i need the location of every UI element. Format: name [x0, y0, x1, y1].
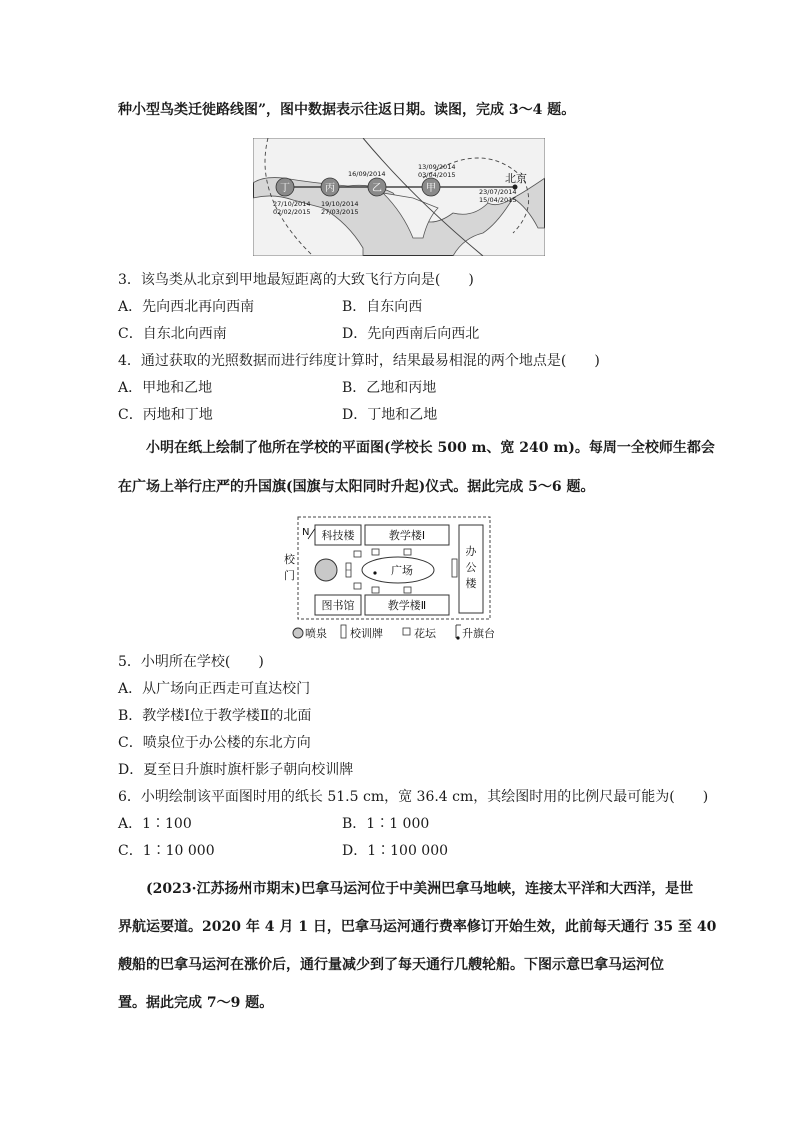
flowerbed-4 [404, 549, 411, 555]
flag-platform [373, 571, 376, 574]
q3-option-d: D．先向西南后向西北 [342, 326, 480, 342]
legend-flag: 升旗台 [462, 627, 495, 640]
q3-option-b: B．自东向西 [342, 299, 423, 315]
legend-flowerbed-icon [403, 628, 410, 635]
date-yi-1: 16/09/2014 [348, 170, 386, 178]
label-keji: 科技楼 [321, 529, 355, 542]
q5-option-c: C．喷泉位于办公楼的东北方向 [118, 735, 311, 751]
q6-option-d: D．1∶100 000 [342, 843, 449, 859]
q4-option-d: D．丁地和乙地 [342, 407, 438, 423]
label-ding: 丁 [280, 183, 290, 194]
date-bj-1: 23/07/2014 [479, 188, 517, 196]
label-bangong-1: 办 [465, 545, 477, 558]
q6-stem: 6．小明绘制该平面图时用的纸长 51.5 cm，宽 36.4 cm，其绘图时用的比例尺最可能为( ) [118, 789, 709, 805]
date-jia-1: 13/09/2014 [418, 163, 456, 171]
q6-option-a: A．1∶100 [118, 816, 192, 832]
label-bangong-3: 楼 [465, 577, 477, 590]
q6-option-b: B．1∶1 000 [342, 816, 430, 832]
label-tushuguan: 图书馆 [321, 599, 355, 612]
para3-line1: (2023·江苏扬州市期末)巴拿马运河位于中美洲巴拿马地峡，连接太平洋和大西洋，是世 [146, 881, 694, 897]
para2-line1: 小明在纸上绘制了他所在学校的平面图(学校长 500 m、宽 240 m)。每周一全校师生都会 [146, 440, 715, 456]
label-jiaoxue2: 教学楼Ⅱ [387, 599, 427, 612]
label-jia: 甲 [426, 183, 436, 194]
flowerbed-3 [372, 549, 379, 555]
q4-stem: 4．通过获取的光照数据而进行纬度计算时，结果最易相混的两个地点是( ) [118, 353, 600, 369]
label-bangong-2: 公 [465, 561, 477, 574]
date-bing-2: 27/03/2015 [321, 208, 359, 216]
q3-stem: 3．该鸟类从北京到甲地最短距离的大致飞行方向是( ) [118, 272, 474, 288]
q5-stem: 5．小明所在学校( ) [118, 654, 264, 670]
label-xiaomen-1: 校 [284, 553, 295, 566]
flowerbed-1 [354, 551, 361, 557]
fountain [315, 559, 337, 581]
label-bing: 丙 [325, 183, 335, 194]
q6-option-c: C．1∶10 000 [118, 843, 215, 859]
label-jiaoxue1: 教学楼Ⅰ [388, 529, 426, 542]
date-ding-2: 02/02/2015 [273, 208, 311, 216]
date-ding-1: 27/10/2014 [273, 200, 311, 208]
para3-line4: 置。据此完成 7～9 题。 [118, 995, 274, 1011]
legend-motto: 校训牌 [350, 627, 383, 640]
q5-option-b: B．教学楼Ⅰ位于教学楼Ⅱ的北面 [118, 708, 312, 724]
label-xiaomen-2: 门 [284, 569, 295, 582]
legend-flowerbed: 花坛 [414, 627, 436, 640]
q3-option-c: C．自东北向西南 [118, 326, 227, 342]
date-jia-2: 03/04/2015 [418, 171, 456, 179]
legend-motto-icon [341, 625, 346, 638]
q3-option-a: A．先向西北再向西南 [118, 299, 255, 315]
q4-option-c: C．丙地和丁地 [118, 407, 213, 423]
q5-option-a: A．从广场向正西走可直达校门 [118, 681, 311, 697]
flowerbed-5 [372, 587, 379, 593]
date-bj-2: 15/04/2015 [479, 196, 517, 204]
para3-line3: 艘船的巴拿马运河在涨价后，通行量减少到了每天通行几艘轮船。下图示意巴拿马运河位 [118, 957, 664, 973]
label-beijing: 北京 [505, 172, 527, 185]
q5-option-d: D．夏至日升旗时旗杆影子朝向校训牌 [118, 762, 354, 778]
label-guangchang: 广场 [391, 564, 413, 577]
para3-line2: 界航运要道。2020 年 4 月 1 日，巴拿马运河通行费率修订开始生效，此前每天通行 35 至 40 [118, 919, 717, 935]
intro-text: 种小型鸟类迁徙路线图”，图中数据表示往返日期。读图，完成 3～4 题。 [118, 102, 576, 118]
legend-fountain-icon [293, 628, 303, 638]
label-yi: 乙 [372, 183, 382, 194]
school-plan [278, 513, 518, 645]
flowerbed-2 [354, 583, 361, 589]
q4-option-a: A．甲地和乙地 [118, 380, 213, 396]
north-label: N [302, 527, 310, 538]
q4-option-b: B．乙地和丙地 [342, 380, 437, 396]
migration-map [253, 138, 545, 256]
legend-fountain: 喷泉 [305, 627, 327, 640]
flowerbed-6 [404, 587, 411, 593]
date-bing-1: 19/10/2014 [321, 200, 359, 208]
flowerbed-7 [452, 559, 457, 577]
para2-line2: 在广场上举行庄严的升国旗(国旗与太阳同时升起)仪式。据此完成 5～6 题。 [118, 479, 595, 495]
